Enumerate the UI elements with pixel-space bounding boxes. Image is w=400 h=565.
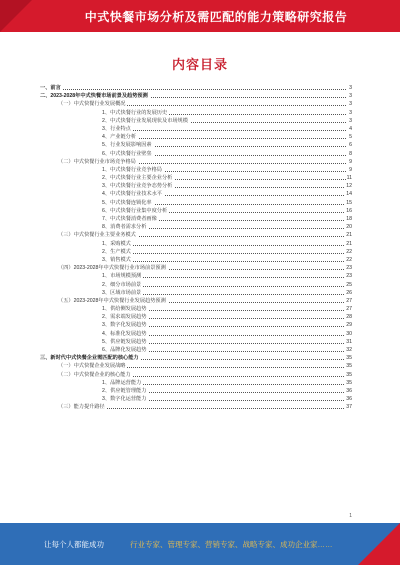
toc-entry-label: 3、中式快餐行业竞争态势分析 [102, 183, 173, 190]
footer-slogan: 让每个人都能成功 [44, 540, 104, 549]
toc-entry-label: 5、行业发展影响因素 [102, 142, 152, 149]
toc-entry-label: 2、生产模式 [102, 248, 131, 255]
toc-entry-label: 3、数字化发展趋势 [102, 322, 147, 329]
toc-entry-label: （四）2023-2028年中式快餐行业市场前景预测 [58, 265, 166, 272]
toc-entry[interactable] [40, 297, 352, 305]
toc-entry-page: 35 [346, 379, 352, 386]
toc-entry-page: 21 [346, 240, 352, 247]
toc-entry-label: （一）中式快餐企业发展战略 [58, 363, 126, 370]
toc-entry-label: 一、前言 [40, 85, 61, 91]
toc-entry[interactable] [40, 240, 352, 248]
toc-entry-label: 1、品牌运营能力 [102, 379, 142, 386]
toc-entry-label: 3、销售模式 [102, 256, 131, 263]
toc-entry[interactable] [40, 272, 352, 280]
toc-entry-page: 20 [346, 224, 352, 231]
toc-entry[interactable] [40, 256, 352, 264]
toc-title: 内容目录 [171, 57, 228, 72]
toc-entry-page: 4 [349, 125, 352, 132]
toc-entry[interactable] [40, 125, 352, 133]
toc-entry[interactable] [40, 190, 352, 198]
toc-entry-page: 5 [349, 134, 352, 141]
toc-entry-page: 35 [346, 371, 352, 378]
toc-entry-page: 35 [346, 363, 352, 370]
toc-entry-page: 3 [349, 117, 352, 124]
toc-entry-label: 2、中式快餐行业发展现状及市场规模 [102, 117, 188, 124]
toc-entry[interactable] [40, 182, 352, 190]
toc-leader-dots [102, 130, 346, 131]
toc-entry-page: 23 [346, 265, 352, 272]
toc-entry[interactable] [40, 321, 352, 329]
footer-banner [0, 523, 400, 565]
toc-entry-page: 29 [346, 322, 352, 329]
toc-entry-page: 22 [346, 248, 352, 255]
toc-entry-label: 7、中式快餐消费者画像 [102, 216, 157, 222]
toc-entry-label: 1、市场规模预测 [102, 273, 142, 280]
toc-entry[interactable] [40, 395, 352, 403]
toc-entry[interactable] [40, 346, 352, 354]
toc-entry-label: 6、中式快餐行业壁垒 [102, 150, 152, 157]
toc-entry[interactable] [40, 117, 352, 125]
toc-entry[interactable] [40, 330, 352, 338]
footer-audience: 行业专家、管理专家、营销专家、战略专家、成功企业家…… [130, 540, 333, 549]
toc-entry-page: 31 [346, 338, 352, 345]
toc-entry-label: 8、消费者需求分析 [102, 224, 147, 231]
toc-entry-page: 22 [346, 256, 352, 263]
toc-entry-page: 32 [346, 347, 352, 353]
toc-entry-label: 4、产业链分析 [102, 134, 137, 141]
toc-entry-page: 9 [349, 158, 352, 165]
toc-entry-page: 18 [346, 216, 352, 222]
toc-entry-label: 5、中式快餐连锁化率 [102, 199, 152, 206]
toc-entry-label: 4、标准化发展趋势 [102, 330, 147, 337]
toc-entry[interactable] [40, 100, 352, 108]
toc-entry[interactable] [40, 158, 352, 166]
toc-entry[interactable] [40, 371, 352, 379]
toc-entry-page: 37 [346, 404, 352, 411]
toc-leader-dots [40, 89, 346, 90]
toc-entry[interactable] [40, 354, 352, 362]
toc-entry-label: 1、供给侧发展趋势 [102, 306, 147, 313]
toc-entry-page: 21 [346, 232, 352, 239]
toc-entry-page: 27 [346, 297, 352, 304]
toc-entry[interactable] [40, 133, 352, 141]
toc-entry-label: （三）中式快餐行业主要业务模式 [58, 232, 136, 239]
toc-entry-label: 二、2023-2028年中式快餐市场前景及趋势预测 [40, 93, 148, 100]
toc-entry-label: （五）2023-2028年中式快餐行业发展趋势预测 [58, 297, 166, 304]
toc-entry-page: 26 [346, 289, 352, 296]
toc-entry[interactable] [40, 231, 352, 239]
toc-entry-page: 9 [349, 166, 352, 173]
toc-entry-page: 8 [349, 150, 352, 157]
toc-entry-page: 25 [346, 281, 352, 288]
toc-entry-label: 2、供应链管理能力 [102, 387, 147, 394]
toc-entry-page: 30 [346, 330, 352, 337]
toc-entry-label: 6、品牌化发展趋势 [102, 347, 147, 353]
page-number: 1 [349, 513, 352, 519]
toc-entry-page: 3 [349, 93, 352, 100]
toc-entry-label: 2、需求端发展趋势 [102, 314, 147, 321]
toc-entry[interactable] [40, 174, 352, 182]
toc-entry[interactable] [40, 305, 352, 313]
toc-entry[interactable] [40, 223, 352, 231]
toc-entry-label: 2、细分市场前景 [102, 281, 142, 288]
toc-entry-label: （二）中式快餐企业的核心能力 [58, 371, 131, 378]
report-title: 中式快餐市场分析及需匹配的能力策略研究报告 [84, 10, 348, 24]
toc-entry-page: 3 [349, 109, 352, 116]
toc-entry-label: （三）能力提升路径 [58, 404, 105, 411]
header-banner [0, 0, 400, 32]
toc-entry-page: 3 [349, 85, 352, 91]
toc-entry[interactable] [40, 379, 352, 387]
toc-entry-label: 3、行业特点 [102, 125, 131, 132]
toc-entry-page: 14 [346, 191, 352, 198]
toc-entry-label: 5、供应链发展趋势 [102, 338, 147, 345]
toc-entry[interactable] [40, 264, 352, 272]
toc-entry[interactable] [40, 248, 352, 256]
toc-entry-page: 23 [346, 273, 352, 280]
toc-entry[interactable] [40, 150, 352, 158]
toc-entry[interactable] [40, 92, 352, 100]
toc-entry[interactable] [40, 166, 352, 174]
toc-leader-dots [102, 253, 346, 254]
toc-entry[interactable] [40, 215, 352, 223]
toc-entry[interactable] [40, 362, 352, 370]
toc-entry-page: 28 [346, 314, 352, 321]
toc-entry-page: 11 [346, 175, 352, 182]
toc-leader-dots [102, 261, 346, 262]
toc-entry-label: 1、采购模式 [102, 240, 131, 247]
toc-entry-label: （二）中式快餐行业市场竞争格局 [58, 158, 136, 165]
toc-entry[interactable] [40, 141, 352, 149]
toc-entry[interactable] [40, 207, 352, 215]
toc-entry[interactable] [40, 313, 352, 321]
toc-entry-page: 35 [346, 355, 352, 362]
table-of-contents [40, 84, 352, 412]
toc-entry-page: 16 [346, 207, 352, 214]
toc-entry-page: 3 [349, 101, 352, 108]
footer-corner-decoration [358, 523, 400, 565]
toc-entry-label: 4、中式快餐行业技术水平 [102, 191, 162, 198]
toc-entry-label: 3、数字化运营能力 [102, 396, 147, 403]
toc-entry[interactable] [40, 387, 352, 395]
toc-leader-dots [102, 138, 346, 139]
header-corner-fold [0, 0, 32, 32]
toc-entry-label: 三、新时代中式快餐企业需匹配的核心能力 [40, 355, 139, 362]
toc-entry-page: 6 [349, 142, 352, 149]
toc-entry[interactable] [40, 109, 352, 117]
toc-entry-page: 15 [346, 199, 352, 206]
toc-entry[interactable] [40, 199, 352, 207]
toc-entry-label: 1、中式快餐行业竞争格局 [102, 166, 162, 173]
toc-entry[interactable] [40, 281, 352, 289]
toc-entry-page: 36 [346, 387, 352, 394]
toc-entry-label: 3、区域市场前景 [102, 289, 142, 296]
toc-entry[interactable] [40, 84, 352, 92]
toc-entry[interactable] [40, 403, 352, 411]
toc-entry-page: 12 [346, 183, 352, 190]
toc-leader-dots [102, 245, 346, 246]
toc-entry-label: 6、中式快餐行业集中度分析 [102, 207, 168, 214]
toc-entry-page: 27 [346, 306, 352, 313]
toc-entry-label: 1、中式快餐行业的发展历史 [102, 109, 168, 116]
toc-entry-label: 2、中式快餐行业主要企业分析 [102, 175, 173, 182]
toc-entry-label: （一）中式快餐行业发展概况 [58, 101, 126, 108]
toc-entry-page: 36 [346, 396, 352, 403]
toc-entry[interactable] [40, 289, 352, 297]
toc-entry[interactable] [40, 338, 352, 346]
